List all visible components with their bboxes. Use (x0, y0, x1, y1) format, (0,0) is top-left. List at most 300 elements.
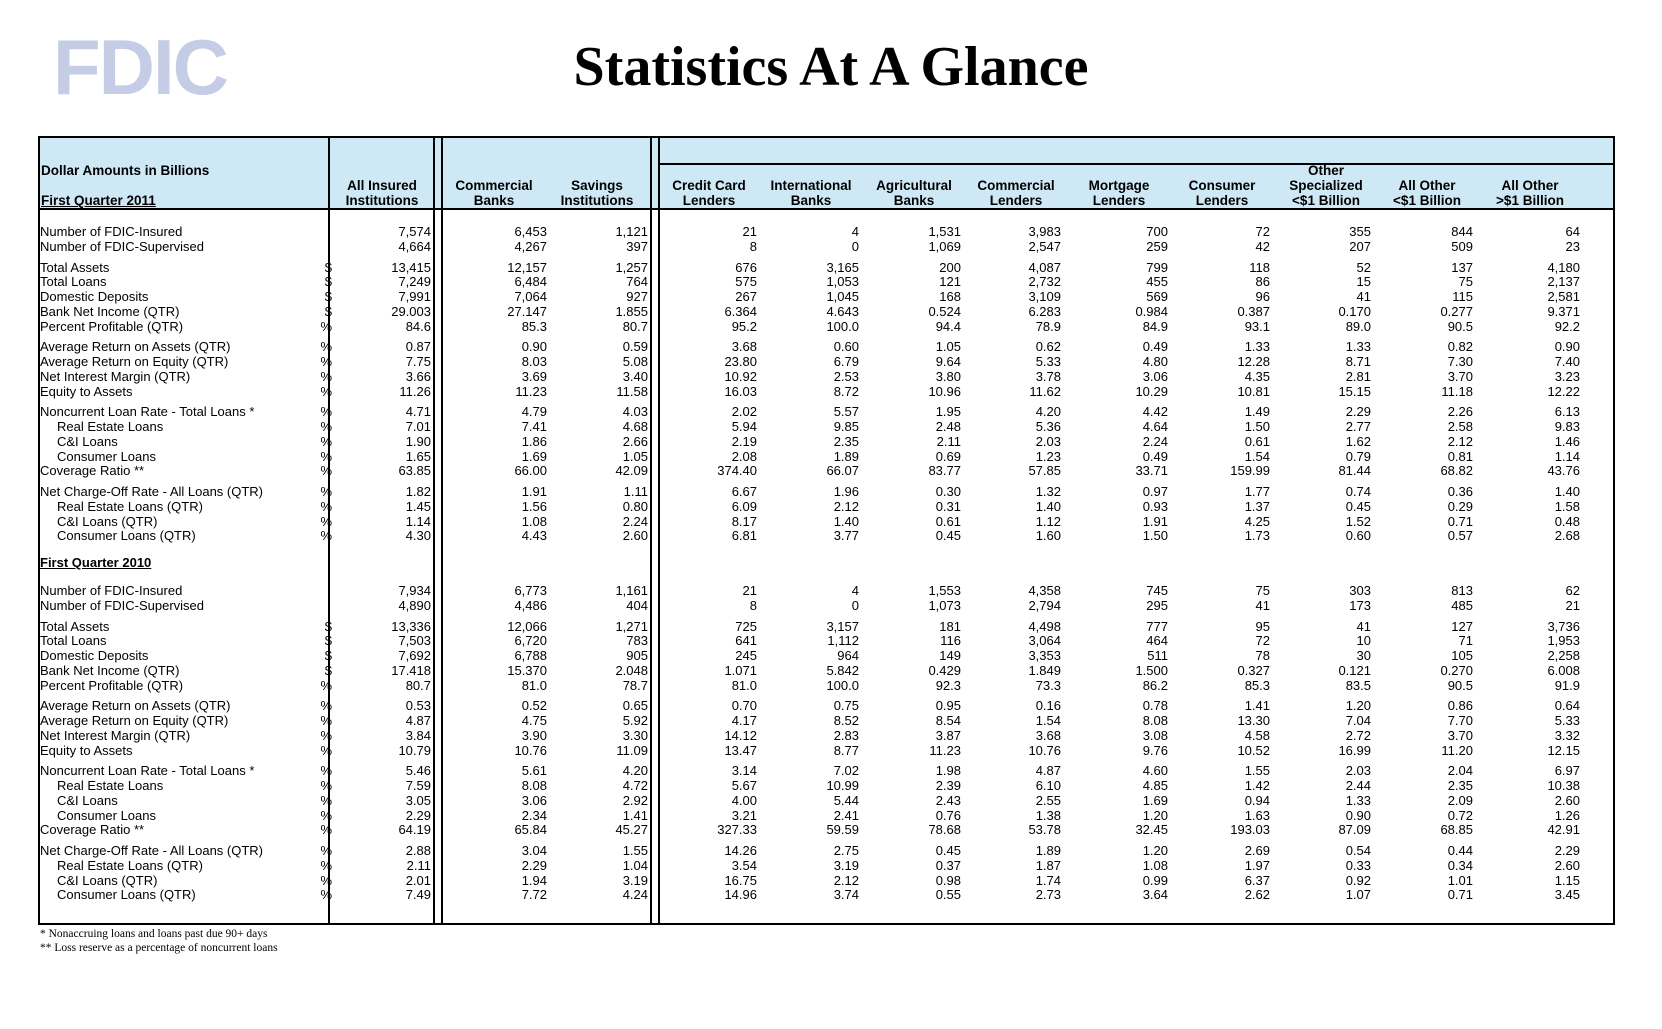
column-header-line: Consumer (1188, 178, 1256, 193)
row-unit: % (320, 808, 332, 823)
table-cell: 1.50 (1142, 528, 1168, 543)
table-cell: 9.83 (1554, 419, 1580, 434)
table-cell: 8 (749, 239, 757, 254)
table-cell: 118 (1249, 260, 1270, 275)
table-cell: 1,271 (615, 619, 648, 634)
table-cell: 8 (749, 598, 757, 613)
row-unit: % (320, 713, 332, 728)
table-cell: 21 (742, 224, 757, 239)
table-cell: 2.29 (405, 808, 431, 823)
table-row (40, 339, 1610, 354)
table-cell: 121 (939, 274, 961, 289)
table-cell: 4,498 (1028, 619, 1061, 634)
table-row (40, 224, 1610, 239)
table-cell: 777 (1146, 619, 1168, 634)
table-cell: 569 (1146, 289, 1168, 304)
table-cell: 1.32 (1035, 484, 1061, 499)
table-cell: 0.71 (1447, 887, 1473, 902)
table-cell: 0.72 (1447, 808, 1473, 823)
table-cell: 0.70 (731, 698, 757, 713)
column-header (859, 178, 969, 208)
table-cell: 0.52 (521, 698, 547, 713)
table-cell: 2.60 (1554, 793, 1580, 808)
column-header-line: Banks (893, 193, 935, 208)
table-cell: 10.52 (1237, 743, 1270, 758)
column-header (1167, 178, 1277, 208)
table-cell: 1.98 (935, 763, 961, 778)
table-row (40, 419, 1610, 434)
table-cell: 0.62 (1035, 339, 1061, 354)
table-cell: 7,991 (398, 289, 431, 304)
table-cell: 5.08 (622, 354, 648, 369)
table-row (40, 698, 1610, 713)
table-cell: 200 (939, 260, 961, 275)
table-cell: 905 (626, 648, 648, 663)
table-row (40, 463, 1610, 478)
row-unit: % (320, 484, 332, 499)
table-cell: 2.43 (935, 793, 961, 808)
table-cell: 1.49 (1244, 404, 1270, 419)
table-cell: 41 (1356, 619, 1371, 634)
table-cell: 71 (1458, 633, 1473, 648)
table-cell: 1,953 (1547, 633, 1580, 648)
table-cell: 94.4 (935, 319, 961, 334)
table-cell: 6.79 (833, 354, 859, 369)
table-cell: 41 (1356, 289, 1371, 304)
table-cell: 0.86 (1447, 698, 1473, 713)
table-cell: 764 (626, 274, 648, 289)
table-cell: 1.90 (405, 434, 431, 449)
table-cell: 2.34 (521, 808, 547, 823)
row-label: C&I Loans (QTR) (57, 873, 158, 888)
table-cell: 4.17 (731, 713, 757, 728)
table-cell: 3,165 (826, 260, 859, 275)
row-label: Coverage Ratio ** (40, 822, 145, 837)
table-cell: 6,788 (514, 648, 547, 663)
table-cell: 63.85 (398, 463, 431, 478)
table-cell: 15.15 (1338, 384, 1371, 399)
table-cell: 100.0 (826, 678, 859, 693)
table-cell: 78.7 (622, 678, 648, 693)
column-header-line: Banks (473, 193, 515, 208)
table-cell: 245 (735, 648, 757, 663)
table-row (40, 319, 1610, 334)
table-cell: 0.99 (1142, 873, 1168, 888)
table-cell: 1.33 (1244, 339, 1270, 354)
table-cell: 9.64 (935, 354, 961, 369)
table-cell: 1.55 (1244, 763, 1270, 778)
table-cell: 0.387 (1237, 304, 1270, 319)
table-cell: 1.73 (1244, 528, 1270, 543)
row-unit: % (320, 678, 332, 693)
table-cell: 1.07 (1345, 887, 1371, 902)
table-cell: 95.2 (731, 319, 757, 334)
row-unit: % (320, 728, 332, 743)
table-row (40, 354, 1610, 369)
table-cell: 7.41 (521, 419, 547, 434)
table-row (40, 873, 1610, 888)
table-cell: 6.008 (1547, 663, 1580, 678)
table-cell: 7,574 (398, 224, 431, 239)
column-header-line: Banks (790, 193, 832, 208)
table-cell: 21 (742, 583, 757, 598)
table-cell: 80.7 (622, 319, 648, 334)
table-row (40, 678, 1610, 693)
row-label: Average Return on Assets (QTR) (40, 698, 231, 713)
table-cell: 4.25 (1244, 514, 1270, 529)
table-cell: 81.44 (1338, 463, 1371, 478)
table-cell: 10.29 (1135, 384, 1168, 399)
table-cell: 12.22 (1547, 384, 1580, 399)
table-cell: 5.842 (826, 663, 859, 678)
table-cell: 1.94 (521, 873, 547, 888)
table-cell: 181 (939, 619, 961, 634)
table-cell: 8.08 (521, 778, 547, 793)
row-label: Domestic Deposits (40, 648, 149, 663)
table-cell: 783 (626, 633, 648, 648)
table-cell: 1.23 (1035, 449, 1061, 464)
table-cell: 3.40 (622, 369, 648, 384)
table-cell: 799 (1146, 260, 1168, 275)
table-cell: 4,267 (514, 239, 547, 254)
table-row (40, 369, 1610, 384)
table-cell: 4,358 (1028, 583, 1061, 598)
table-cell: 1.26 (1554, 808, 1580, 823)
table-cell: 3.14 (731, 763, 757, 778)
row-unit: $ (324, 289, 332, 304)
table-cell: 2.68 (1554, 528, 1580, 543)
table-cell: 5.67 (731, 778, 757, 793)
table-cell: 6,453 (514, 224, 547, 239)
table-cell: 2.02 (731, 404, 757, 419)
table-cell: 964 (837, 648, 859, 663)
table-cell: 0.121 (1338, 663, 1371, 678)
table-cell: 2,732 (1028, 274, 1061, 289)
table-cell: 0.59 (622, 339, 648, 354)
table-cell: 7.40 (1554, 354, 1580, 369)
table-cell: 2.48 (935, 419, 961, 434)
table-cell: 2.66 (622, 434, 648, 449)
row-unit: % (320, 463, 332, 478)
table-cell: 0.64 (1554, 698, 1580, 713)
table-row (40, 858, 1610, 873)
table-cell: 0.98 (935, 873, 961, 888)
table-cell: 0.80 (622, 499, 648, 514)
table-cell: 5.57 (833, 404, 859, 419)
table-cell: 10.99 (826, 778, 859, 793)
table-cell: 78.9 (1035, 319, 1061, 334)
table-cell: 3.87 (935, 728, 961, 743)
table-cell: 1.08 (521, 514, 547, 529)
row-unit: % (320, 843, 332, 858)
row-unit: % (320, 858, 332, 873)
table-cell: 3,353 (1028, 648, 1061, 663)
table-cell: 10.38 (1547, 778, 1580, 793)
table-cell: 1.56 (521, 499, 547, 514)
table-cell: 1,053 (826, 274, 859, 289)
table-row (40, 484, 1610, 499)
table-cell: 5.61 (521, 763, 547, 778)
column-header-line: Mortgage (1088, 178, 1150, 193)
table-cell: 2,794 (1028, 598, 1061, 613)
table-cell: 7.59 (405, 778, 431, 793)
table-cell: 92.3 (935, 678, 961, 693)
table-cell: 0.49 (1142, 449, 1168, 464)
table-row (40, 583, 1610, 598)
table-cell: 207 (1349, 239, 1371, 254)
table-cell: 7.70 (1447, 713, 1473, 728)
table-cell: 0 (851, 239, 859, 254)
column-header-line: <$1 Billion (1393, 193, 1461, 208)
table-cell: 59.59 (826, 822, 859, 837)
table-cell: 7.30 (1447, 354, 1473, 369)
table-cell: 2.92 (622, 793, 648, 808)
row-label: C&I Loans (57, 434, 118, 449)
table-cell: 3.66 (405, 369, 431, 384)
table-cell: 4.35 (1244, 369, 1270, 384)
table-cell: 2,258 (1547, 648, 1580, 663)
table-cell: 16.03 (724, 384, 757, 399)
table-cell: 11.23 (929, 743, 961, 758)
table-cell: 137 (1451, 260, 1473, 275)
table-cell: 33.71 (1135, 463, 1168, 478)
table-cell: 0.55 (935, 887, 961, 902)
table-cell: 0.79 (1345, 449, 1371, 464)
table-cell: 2.69 (1244, 843, 1270, 858)
table-cell: 13,336 (391, 619, 431, 634)
table-cell: 0.36 (1447, 484, 1473, 499)
table-cell: 96 (1255, 289, 1270, 304)
table-cell: 1.91 (521, 484, 547, 499)
table-cell: 0.65 (622, 698, 648, 713)
table-cell: 3.77 (833, 528, 859, 543)
row-label: Total Assets (40, 619, 110, 634)
table-cell: 116 (940, 633, 961, 648)
table-cell: 1.01 (1447, 873, 1473, 888)
table-cell: 2.09 (1447, 793, 1473, 808)
row-label: Number of FDIC-Supervised (40, 598, 204, 613)
table-cell: 1.14 (1554, 449, 1580, 464)
column-header-line: All Insured (347, 178, 417, 193)
table-cell: 0.33 (1345, 858, 1371, 873)
table-cell: 85.3 (1244, 678, 1270, 693)
table-cell: 455 (1146, 274, 1168, 289)
table-cell: 1.40 (1554, 484, 1580, 499)
row-unit: % (320, 319, 332, 334)
table-cell: 0.48 (1554, 514, 1580, 529)
row-label: Real Estate Loans (57, 778, 164, 793)
table-cell: 464 (1146, 633, 1168, 648)
table-cell: 95 (1255, 619, 1270, 634)
table-cell: 1.91 (1142, 514, 1168, 529)
table-cell: 3,109 (1028, 289, 1061, 304)
table-cell: 745 (1146, 583, 1168, 598)
table-cell: 1.42 (1244, 778, 1270, 793)
row-label: Total Assets (40, 260, 110, 275)
column-header-line: Savings (571, 178, 623, 193)
table-cell: 1.08 (1142, 858, 1168, 873)
table-cell: 11.18 (1441, 384, 1473, 399)
section-title: First Quarter 2010 (40, 555, 152, 570)
table-cell: 0.34 (1447, 858, 1473, 873)
row-unit: % (320, 873, 332, 888)
table-cell: 1.38 (1035, 808, 1061, 823)
row-label: C&I Loans (57, 793, 118, 808)
table-cell: 62 (1565, 583, 1580, 598)
table-cell: 13.30 (1237, 713, 1270, 728)
table-cell: 2.11 (936, 434, 961, 449)
column-header (1064, 178, 1174, 208)
table-cell: 2,547 (1028, 239, 1061, 254)
table-cell: 83.5 (1345, 678, 1371, 693)
table-cell: 11.62 (1029, 384, 1061, 399)
table-cell: 5.36 (1035, 419, 1061, 434)
table-cell: 6.67 (731, 484, 757, 499)
table-cell: 404 (626, 598, 648, 613)
table-cell: 7,934 (398, 583, 431, 598)
table-cell: 90.5 (1447, 319, 1473, 334)
table-cell: 0.90 (1345, 808, 1371, 823)
table-cell: 485 (1451, 598, 1473, 613)
table-cell: 3.78 (1035, 369, 1061, 384)
table-row (40, 449, 1610, 464)
table-cell: 92.2 (1554, 319, 1580, 334)
row-unit: $ (324, 619, 332, 634)
table-cell: 78.68 (928, 822, 961, 837)
table-cell: 14.96 (724, 887, 757, 902)
table-cell: 2.29 (1345, 404, 1371, 419)
table-cell: 1,553 (928, 583, 961, 598)
table-cell: 85.3 (521, 319, 547, 334)
table-cell: 3.68 (731, 339, 757, 354)
table-cell: 168 (939, 289, 961, 304)
table-cell: 3.19 (833, 858, 859, 873)
table-cell: 5.94 (731, 419, 757, 434)
table-row (40, 239, 1610, 254)
table-cell: 7.01 (405, 419, 431, 434)
table-cell: 2.62 (1244, 887, 1270, 902)
table-cell: 13,415 (391, 260, 431, 275)
table-cell: 4.71 (405, 404, 431, 419)
table-cell: 7.02 (833, 763, 859, 778)
row-unit: $ (324, 260, 332, 275)
table-cell: 8.54 (935, 713, 961, 728)
table-cell: 149 (939, 648, 961, 663)
table-cell: 1.33 (1345, 339, 1371, 354)
row-label: C&I Loans (QTR) (57, 514, 158, 529)
row-unit: % (320, 449, 332, 464)
table-cell: 4 (851, 224, 859, 239)
table-cell: 5.92 (622, 713, 648, 728)
table-row (40, 619, 1610, 634)
table-row (40, 887, 1610, 902)
table-row (40, 648, 1610, 663)
table-cell: 4.42 (1142, 404, 1168, 419)
column-header (756, 178, 866, 208)
table-cell: 89.0 (1345, 319, 1371, 334)
column-header-line: All Other (1501, 178, 1559, 193)
table-cell: 1.05 (935, 339, 961, 354)
page-title: Statistics At A Glance (573, 36, 1089, 98)
table-cell: 30 (1356, 648, 1371, 663)
table-cell: 4,664 (398, 239, 431, 254)
table-cell: 3,064 (1028, 633, 1061, 648)
header-rule (660, 163, 1615, 165)
column-header-line: Other (1307, 163, 1344, 178)
table-cell: 1.62 (1345, 434, 1371, 449)
table-cell: 0.429 (928, 663, 961, 678)
table-cell: 68.85 (1440, 822, 1473, 837)
table-cell: 90.5 (1447, 678, 1473, 693)
table-cell: 3.68 (1035, 728, 1061, 743)
table-cell: 2.72 (1345, 728, 1371, 743)
table-cell: 1.77 (1244, 484, 1270, 499)
table-cell: 16.99 (1338, 743, 1371, 758)
table-cell: 2.01 (405, 873, 431, 888)
row-label: Real Estate Loans (QTR) (57, 858, 203, 873)
table-cell: 10.76 (514, 743, 547, 758)
table-cell: 3.70 (1447, 369, 1473, 384)
row-unit: % (320, 404, 332, 419)
row-label: Net Charge-Off Rate - All Loans (QTR) (40, 484, 264, 499)
row-unit: $ (324, 648, 332, 663)
table-cell: 3.74 (833, 887, 859, 902)
table-cell: 5.44 (833, 793, 859, 808)
table-cell: 9.371 (1547, 304, 1580, 319)
table-cell: 42.09 (615, 463, 648, 478)
table-row (40, 260, 1610, 275)
row-unit: % (320, 743, 332, 758)
table-cell: 1.40 (833, 514, 859, 529)
table-cell: 3.08 (1142, 728, 1168, 743)
table-row (40, 713, 1610, 728)
table-cell: 1.96 (833, 484, 859, 499)
row-label: Bank Net Income (QTR) (40, 663, 180, 678)
row-label: Total Loans (40, 633, 107, 648)
table-cell: 68.82 (1440, 463, 1473, 478)
table-cell: 12,066 (507, 619, 547, 634)
table-cell: 3.19 (622, 873, 648, 888)
table-cell: 1.89 (833, 449, 859, 464)
table-cell: 2.12 (833, 873, 859, 888)
table-cell: 4,890 (398, 598, 431, 613)
table-cell: 3.69 (521, 369, 547, 384)
table-cell: 2.04 (1447, 763, 1473, 778)
table-cell: 267 (735, 289, 757, 304)
table-cell: 3,157 (826, 619, 859, 634)
table-cell: 7,692 (398, 648, 431, 663)
table-cell: 11.58 (616, 384, 648, 399)
table-cell: 0.53 (405, 698, 431, 713)
table-cell: 1.63 (1244, 808, 1270, 823)
table-cell: 2.12 (1447, 434, 1473, 449)
table-cell: 14.26 (724, 843, 757, 858)
table-row (40, 598, 1610, 613)
table-cell: 42 (1255, 239, 1270, 254)
table-cell: 7.04 (1345, 713, 1371, 728)
table-cell: 6.97 (1554, 763, 1580, 778)
table-cell: 2.44 (1345, 778, 1371, 793)
table-cell: 84.9 (1142, 319, 1168, 334)
table-cell: 1,112 (827, 633, 859, 648)
table-cell: 6.81 (731, 528, 757, 543)
table-cell: 3.04 (521, 843, 547, 858)
table-row (40, 514, 1610, 529)
row-label: Average Return on Assets (QTR) (40, 339, 231, 354)
table-cell: 2.24 (622, 514, 648, 529)
row-label: Net Interest Margin (QTR) (40, 728, 191, 743)
row-label: Noncurrent Loan Rate - Total Loans * (40, 763, 255, 778)
